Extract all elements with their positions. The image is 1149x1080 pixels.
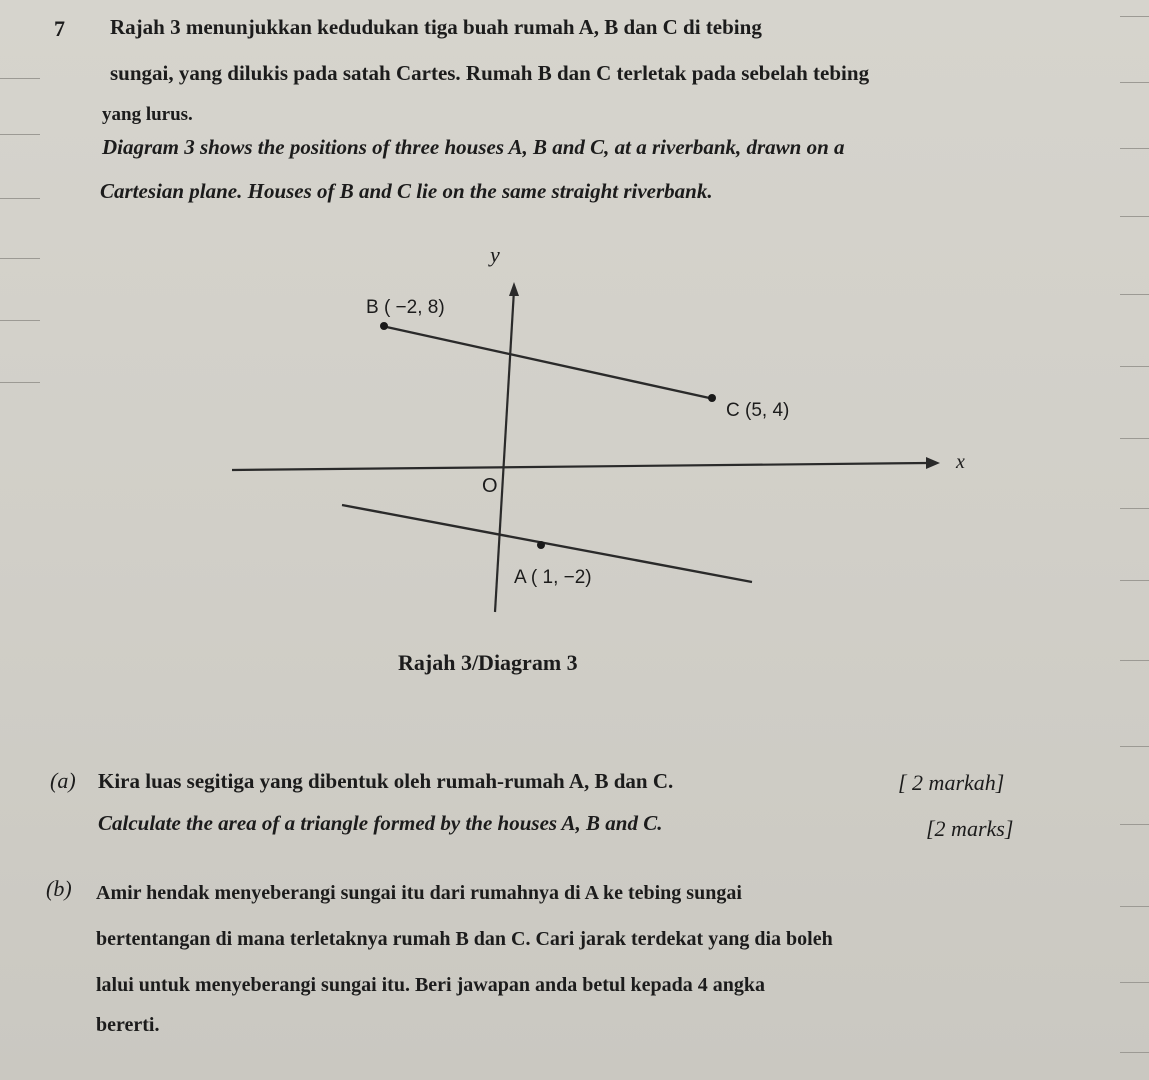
x-axis <box>232 463 928 470</box>
part-a-label: (a) <box>50 768 76 793</box>
question-text-malay-2: sungai, yang dilukis pada satah Cartes. Rumah B dan C terletak pada sebelah tebing <box>110 61 870 85</box>
house-a-label: A ( 1, −2) <box>514 567 592 588</box>
part-b-line-1: Amir hendak menyeberangi sungai itu dari rumahnya di A ke tebing sungai <box>96 882 742 904</box>
x-axis-arrow <box>926 457 940 469</box>
house-a-point <box>537 541 545 549</box>
house-b-label: B ( −2, 8) <box>366 297 445 318</box>
part-b-line-2: bertentangan di mana terletaknya rumah B dan C. Cari jarak terdekat yang dia boleh <box>96 928 833 950</box>
riverbank-bc <box>382 326 714 399</box>
question-text-malay-1: Rajah 3 menunjukkan kedudukan tiga buah rumah A, B dan C di tebing <box>110 15 762 39</box>
part-a-malay: Kira luas segitiga yang dibentuk oleh rumah-rumah A, B dan C. <box>98 769 674 793</box>
house-b-point <box>380 322 388 330</box>
part-a-english: Calculate the area of a triangle formed by the houses A, B and C. <box>98 811 663 835</box>
x-axis-label: x <box>956 451 965 473</box>
y-axis-arrow <box>509 282 519 296</box>
question-number: 7 <box>54 16 65 41</box>
diagram-caption: Rajah 3/Diagram 3 <box>398 650 578 675</box>
origin-label: O <box>482 475 498 497</box>
part-b-line-3: lalui untuk menyeberangi sungai itu. Beri jawapan anda betul kepada 4 angka <box>96 974 766 996</box>
house-c-point <box>708 394 716 402</box>
house-c-label: C (5, 4) <box>726 400 790 421</box>
y-axis <box>495 290 514 612</box>
part-a-marks-malay: [ 2 markah] <box>898 770 1005 795</box>
part-b-line-4: bererti. <box>96 1014 160 1036</box>
y-axis-label: y <box>490 242 500 267</box>
part-b-label: (b) <box>46 876 72 901</box>
part-a-marks-english: [2 marks] <box>926 816 1014 841</box>
question-text-english-1: Diagram 3 shows the positions of three houses A, B and C, at a riverbank, drawn on a <box>102 135 845 159</box>
question-text-malay-3: yang lurus. <box>102 104 193 125</box>
question-text-english-2: Cartesian plane. Houses of B and C lie on the same straight riverbank. <box>100 179 713 203</box>
